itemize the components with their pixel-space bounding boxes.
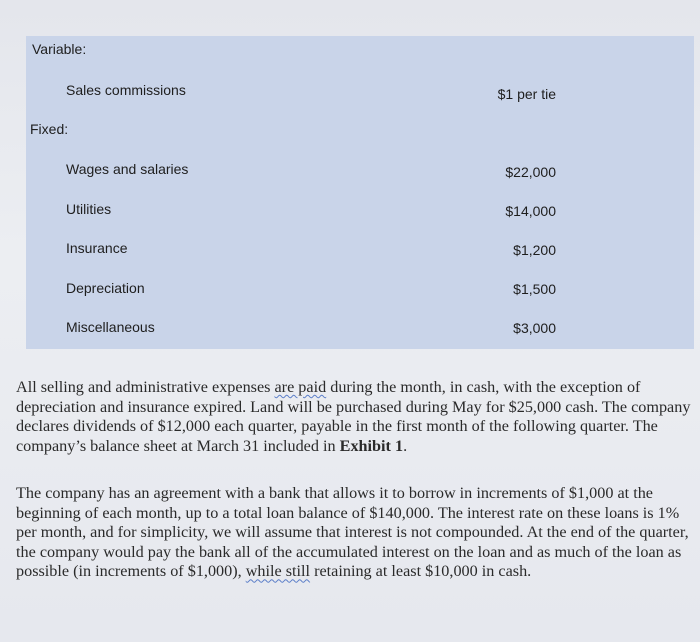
row-value-utilities: $14,000: [505, 203, 556, 219]
row-label-depreciation: Depreciation: [66, 280, 145, 296]
row-value-wages: $22,000: [505, 164, 556, 180]
row-label-utilities: Utilities: [66, 201, 112, 217]
paragraph2-text-a: The company has an agreement with a bank that allows it to borrow in increments of $1,000 at the beginning of each month, up to a total loan balance of $140,000. The interest rate on these loans is 1% per month, and for simplicity, we will assume that interest is not compounded. At the end of the quarter, the company would pay the bank all of the accumulated interest on the loan and as much of the loan as possible (in increments of $1,000),: [16, 484, 689, 581]
row-value-miscellaneous: $3,000: [513, 320, 556, 336]
paragraph1-text-b: during the month, in cash, with the exception of depreciation and insurance expired. Land will be purchased during May for $25,000 cash. The company declares dividends of $12,000 each quarter, payable in the first month of the following quarter. The company’s balance sheet at March 31 included in: [16, 378, 691, 455]
paragraph2-text-b: retaining at least $10,000 in cash.: [310, 562, 532, 581]
paragraph1-text-c: .: [403, 436, 408, 455]
variable-heading: Variable:: [32, 41, 87, 57]
expense-table: [26, 36, 694, 349]
exhibit-reference: Exhibit 1: [339, 436, 404, 455]
paragraph2-flagged-phrase: while still: [245, 562, 311, 581]
row-value-sales-commissions: $1 per tie: [497, 86, 556, 102]
paragraph1-flagged-phrase: are paid: [274, 378, 327, 396]
paragraph-bank-agreement: [16, 484, 692, 582]
row-value-depreciation: $1,500: [513, 281, 556, 297]
fixed-heading: Fixed:: [30, 121, 69, 137]
row-label-wages: Wages and salaries: [66, 161, 189, 177]
paragraph-expenses-policy: [16, 378, 692, 456]
row-label-insurance: Insurance: [66, 240, 128, 256]
row-value-insurance: $1,200: [513, 242, 556, 258]
row-label-miscellaneous: Miscellaneous: [66, 319, 155, 335]
paragraph1-text-a: All selling and administrative expenses: [16, 378, 275, 396]
row-label-sales-commissions: Sales commissions: [66, 82, 186, 98]
